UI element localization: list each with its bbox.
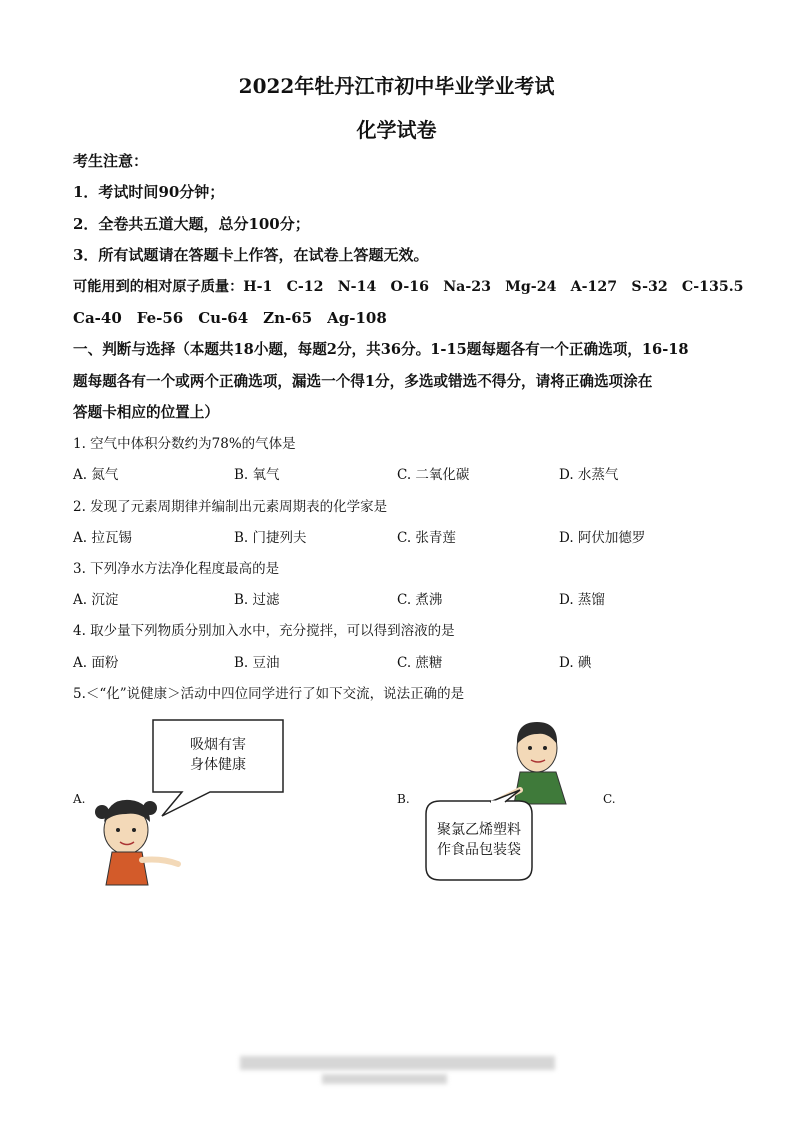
- q5-option-b-label: B.: [397, 792, 410, 806]
- exam-title: 2022年牡丹江市初中毕业学业考试: [238, 74, 555, 98]
- blurred-watermark: [322, 1074, 447, 1084]
- paper-subtitle: 化学试卷: [356, 118, 437, 142]
- notice-heading: 考生注意：: [73, 152, 149, 170]
- option-d: D. 碘: [559, 655, 592, 671]
- option-b: B. 门捷列夫: [234, 530, 307, 546]
- option-b: B. 氧气: [234, 467, 280, 483]
- option-a: A. 沉淀: [73, 592, 119, 608]
- option-d: D. 阿伏加德罗: [559, 530, 646, 546]
- option-a: A. 拉瓦锡: [73, 530, 132, 546]
- option-d: D. 水蒸气: [559, 467, 619, 483]
- section-instruction: 题每题各有一个或两个正确选项，漏选一个得1分，多选或错选不得分，请将正确选项涂在: [73, 373, 653, 390]
- bubble-b-line: 聚氯乙烯塑料: [437, 822, 521, 838]
- atomic-mass-line: Ca-40 Fe-56 Cu-64 Zn-65 Ag-108: [73, 309, 387, 327]
- option-c: C. 二氧化碳: [397, 467, 470, 483]
- boy-icon: [500, 722, 566, 804]
- option-b: B. 过滤: [234, 592, 280, 608]
- bubble-a-text: [153, 735, 283, 775]
- option-a: A. 氮气: [73, 467, 119, 483]
- bubble-b-line: 作食品包装袋: [437, 842, 521, 858]
- option-a: A. 面粉: [73, 655, 119, 671]
- notice-item: 3．所有试题请在答题卡上作答，在试卷上答题无效。: [73, 246, 429, 264]
- question-stem: 4. 取少量下列物质分别加入水中，充分搅拌，可以得到溶液的是: [73, 623, 455, 639]
- option-c: C. 张青莲: [397, 530, 456, 546]
- q5-option-c-label: C.: [603, 792, 616, 806]
- blurred-watermark: [240, 1056, 555, 1070]
- question-stem: 3. 下列净水方法净化程度最高的是: [73, 561, 280, 577]
- bubble-b-text: [426, 820, 532, 860]
- section-instruction: 答题卡相应的位置上）: [73, 404, 219, 421]
- question-stem: 2. 发现了元素周期律并编制出元素周期表的化学家是: [73, 499, 388, 515]
- section-heading: 一、判断与选择（本题共18小题，每题2分，共36分。1-15题每题各有一个正确选项，16-18: [73, 341, 689, 358]
- option-b: B. 豆油: [234, 655, 280, 671]
- option-c: C. 蔗糖: [397, 655, 443, 671]
- notice-item: 2．全卷共五道大题，总分100分；: [73, 215, 310, 233]
- notice-item: 1．考试时间90分钟；: [73, 183, 225, 201]
- option-d: D. 蒸馏: [559, 592, 605, 608]
- option-c: C. 煮沸: [397, 592, 443, 608]
- question-stem: 1. 空气中体积分数约为78%的气体是: [73, 436, 296, 452]
- bubble-a-line: 吸烟有害: [190, 737, 246, 753]
- question-stem: 5.＜“化”说健康＞活动中四位同学进行了如下交流，说法正确的是: [73, 686, 465, 702]
- q5-option-a-label: A.: [73, 792, 86, 806]
- atomic-mass-line: 可能用到的相对原子质量：H-1 C-12 N-14 O-16 Na-23 Mg-24 A-127 S-32 C-135.5: [73, 279, 744, 295]
- bubble-a-line: 身体健康: [190, 757, 246, 773]
